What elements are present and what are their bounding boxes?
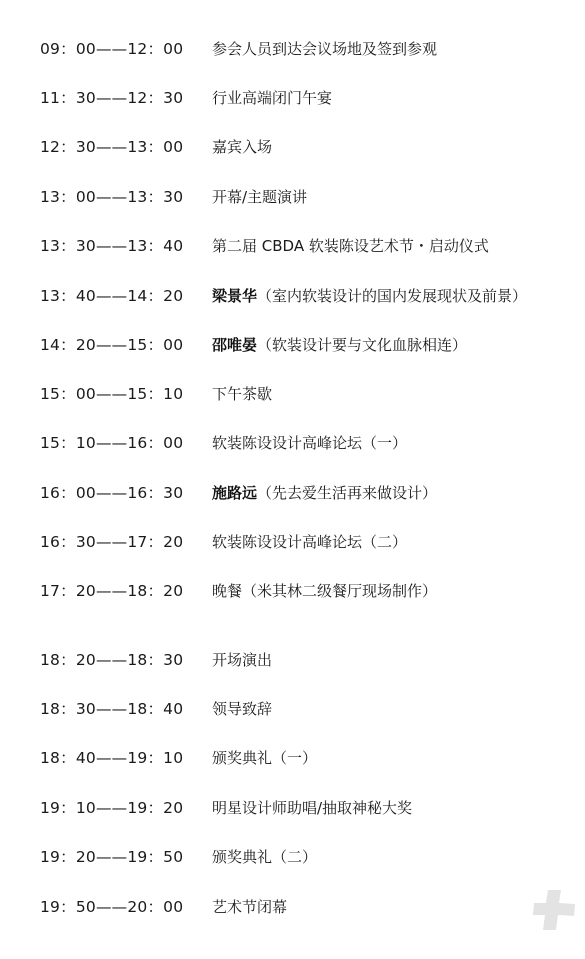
schedule-description <box>212 34 437 64</box>
schedule-description <box>212 83 332 113</box>
schedule-row <box>0 576 585 606</box>
schedule-description <box>212 478 437 508</box>
schedule-text: 第二届 CBDA 软装陈设艺术节・启动仪式 <box>212 237 489 255</box>
schedule-text: （软装设计要与文化血脉相连） <box>257 336 468 354</box>
schedule-time: 13：30——13：40 <box>40 237 184 255</box>
schedule-row <box>0 379 585 409</box>
schedule-row <box>0 694 585 724</box>
schedule-time: 19：20——19：50 <box>40 848 184 866</box>
schedule-description <box>212 743 317 773</box>
schedule-description <box>212 379 272 409</box>
schedule-text: 颁奖典礼（一） <box>212 749 318 767</box>
schedule-text: 颁奖典礼（二） <box>212 848 318 866</box>
schedule-description <box>212 428 407 458</box>
schedule-description <box>212 330 467 360</box>
schedule-row <box>0 83 585 113</box>
schedule-row <box>0 645 585 675</box>
speaker-name: 梁景华 <box>212 287 258 305</box>
schedule-row <box>0 132 585 162</box>
schedule-time: 16：30——17：20 <box>40 533 184 551</box>
schedule-description <box>212 132 272 162</box>
schedule-row <box>0 478 585 508</box>
schedule-time: 12：30——13：00 <box>40 138 184 156</box>
schedule-time: 18：30——18：40 <box>40 700 184 718</box>
schedule-text: （室内软装设计的国内发展现状及前景） <box>257 287 528 305</box>
speaker-name: 施路远 <box>212 484 258 502</box>
schedule-text: 开场演出 <box>212 651 273 669</box>
schedule-time: 17：20——18：20 <box>40 582 184 600</box>
schedule-row <box>0 231 585 261</box>
schedule-row <box>0 281 585 311</box>
schedule-description <box>212 182 307 212</box>
schedule-text: 软装陈设设计高峰论坛（二） <box>212 533 408 551</box>
schedule-row <box>0 793 585 823</box>
schedule-time: 09：00——12：00 <box>40 40 184 58</box>
schedule-description <box>212 576 437 606</box>
schedule-text: 明星设计师助唱/抽取神秘大奖 <box>212 799 413 817</box>
schedule-description <box>212 231 489 261</box>
schedule-text: 领导致辞 <box>212 700 273 718</box>
schedule-text: 下午茶歇 <box>212 385 273 403</box>
schedule-row <box>0 527 585 557</box>
schedule-description <box>212 694 272 724</box>
schedule-description <box>212 842 317 872</box>
schedule-text: 晚餐（米其林二级餐厅现场制作） <box>212 582 438 600</box>
schedule-description <box>212 281 527 311</box>
schedule-row <box>0 842 585 872</box>
schedule-time: 14：20——15：00 <box>40 336 184 354</box>
schedule-description <box>212 645 272 675</box>
schedule-time: 18：40——19：10 <box>40 749 184 767</box>
schedule-text: 艺术节闭幕 <box>212 898 288 916</box>
schedule-time: 15：00——15：10 <box>40 385 184 403</box>
schedule-time: 11：30——12：30 <box>40 89 184 107</box>
schedule-time: 16：00——16：30 <box>40 484 184 502</box>
plus-cross-watermark-icon <box>531 888 577 932</box>
schedule-row <box>0 428 585 458</box>
schedule-text: 软装陈设设计高峰论坛（一） <box>212 434 408 452</box>
schedule-text: 嘉宾入场 <box>212 138 273 156</box>
schedule-row <box>0 330 585 360</box>
schedule-time: 18：20——18：30 <box>40 651 184 669</box>
schedule-description <box>212 527 407 557</box>
schedule-text: （先去爱生活再来做设计） <box>257 484 438 502</box>
schedule-row <box>0 182 585 212</box>
schedule-time: 15：10——16：00 <box>40 434 184 452</box>
schedule-description <box>212 793 412 823</box>
schedule-time: 13：00——13：30 <box>40 188 184 206</box>
schedule-text: 参会人员到达会议场地及签到参观 <box>212 40 438 58</box>
schedule-row <box>0 34 585 64</box>
schedule-time: 13：40——14：20 <box>40 287 184 305</box>
speaker-name: 邵唯晏 <box>212 336 258 354</box>
schedule-text: 开幕/主题演讲 <box>212 188 308 206</box>
schedule-row <box>0 743 585 773</box>
schedule-row <box>0 892 585 922</box>
schedule-description <box>212 892 287 922</box>
schedule-time: 19：50——20：00 <box>40 898 184 916</box>
schedule-text: 行业高端闭门午宴 <box>212 89 333 107</box>
schedule-time: 19：10——19：20 <box>40 799 184 817</box>
